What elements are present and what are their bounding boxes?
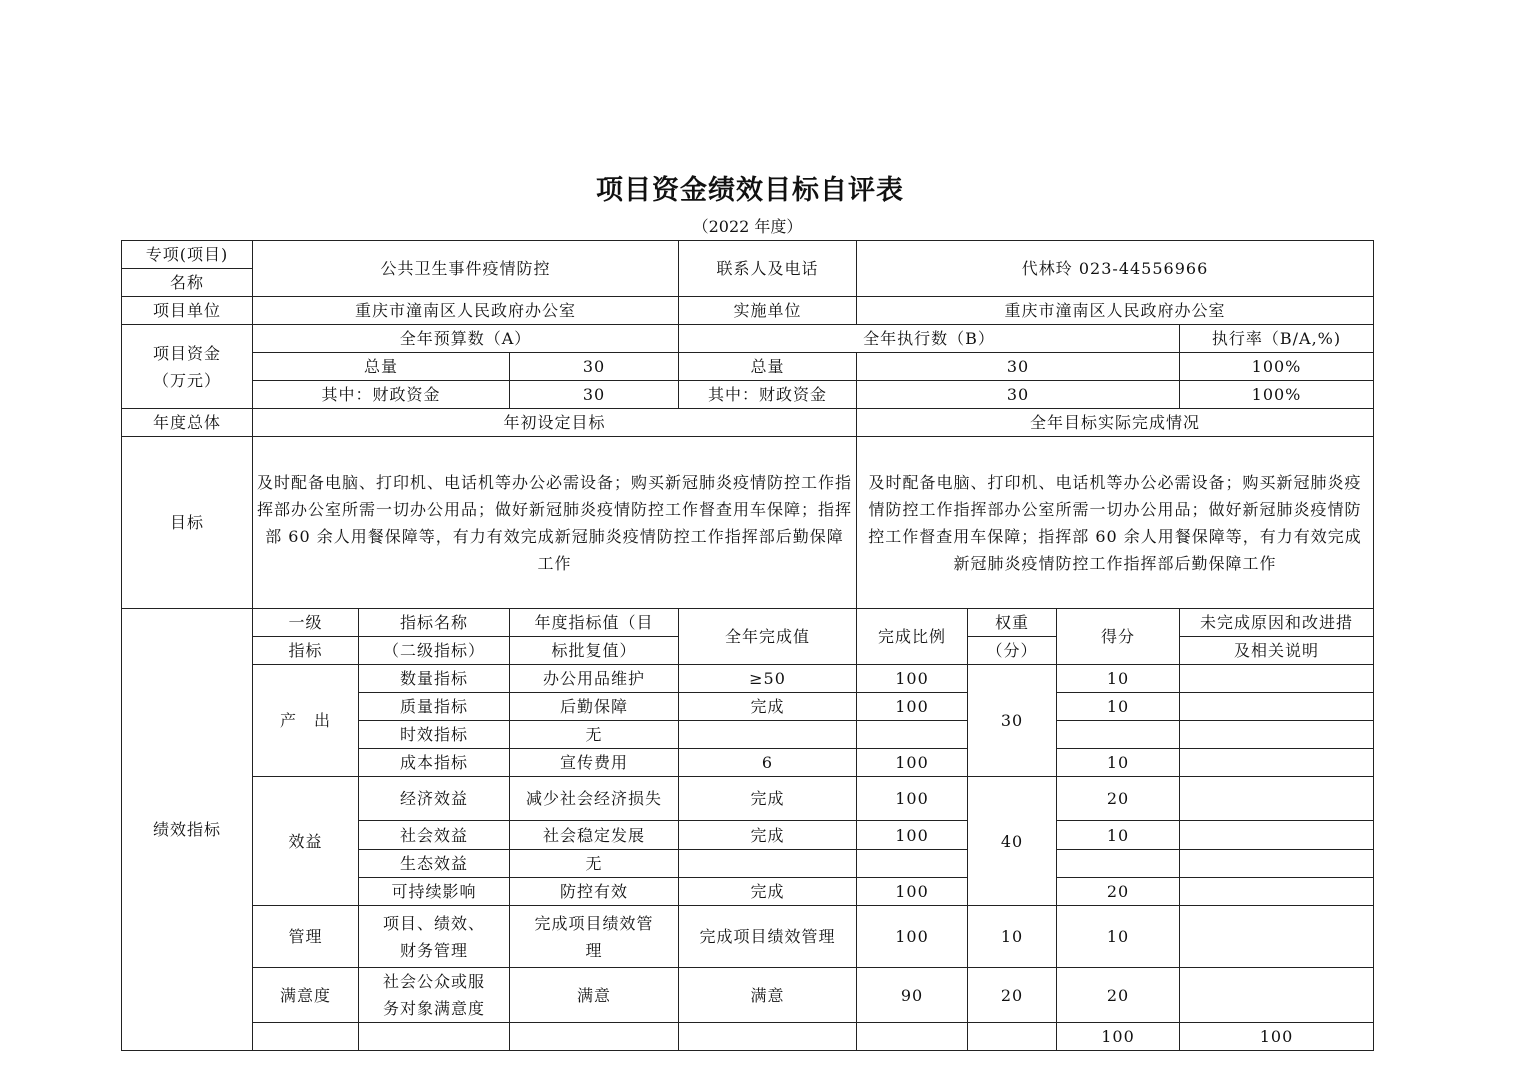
sat-weight: 20: [968, 968, 1057, 1023]
indicator-ratio: 100: [857, 665, 968, 693]
goal-label: 目标: [122, 437, 253, 609]
indicator-reason: [1180, 665, 1374, 693]
fiscal-rate: 100%: [1180, 381, 1374, 409]
h-target-b: 标批复值）: [510, 637, 679, 665]
output-weight: 30: [968, 665, 1057, 777]
mgmt-ratio: 100: [857, 906, 968, 968]
indicator-target: 防控有效: [510, 878, 679, 906]
contact-label: 联系人及电话: [679, 241, 857, 297]
h-score: 得分: [1057, 609, 1180, 665]
indicator-name: 质量指标: [359, 693, 510, 721]
sat-label: 满意度: [253, 968, 359, 1023]
sat-reason: [1180, 968, 1374, 1023]
indicator-done: 完成: [679, 693, 857, 721]
perf-section-label: 绩效指标: [122, 609, 253, 1051]
indicator-target: 减少社会经济损失: [510, 777, 679, 821]
unit-value: 重庆市潼南区人民政府办公室: [253, 297, 679, 325]
mgmt-target-line2: 理: [585, 940, 603, 960]
mgmt-done: 完成项目绩效管理: [679, 906, 857, 968]
impl-label: 实施单位: [679, 297, 857, 325]
indicator-reason: [1180, 749, 1374, 777]
indicator-reason: [1180, 878, 1374, 906]
total-rate: 100%: [1180, 353, 1374, 381]
h-done: 全年完成值: [679, 609, 857, 665]
indicator-reason: [1180, 721, 1374, 749]
h-name-a: 指标名称: [359, 609, 510, 637]
mgmt-name-line2: 财务管理: [399, 940, 468, 960]
h-reason-a: 未完成原因和改进措: [1180, 609, 1374, 637]
total-label-b: 总量: [679, 353, 857, 381]
indicator-score: 10: [1057, 749, 1180, 777]
page-subtitle: （2022 年度）: [692, 217, 803, 236]
indicator-done: ≥50: [679, 665, 857, 693]
fund-label-line2: （万元）: [152, 370, 221, 390]
initial-goal-text: 及时配备电脑、打印机、电话机等办公必需设备；购买新冠肺炎疫情防控工作指挥部办公室所需一切办公用品；做好新冠肺炎疫情防控工作督查用车保障；指挥部 60 余人用餐保障等，有力有效完成新冠肺炎疫情防控工作指挥部后勤保障工作: [253, 437, 857, 609]
indicator-target: 办公用品维护: [510, 665, 679, 693]
unit-label: 项目单位: [122, 297, 253, 325]
benefit-label: 效益: [253, 777, 359, 906]
indicator-ratio: 100: [857, 821, 968, 850]
indicator-ratio: 100: [857, 749, 968, 777]
sat-done: 满意: [679, 968, 857, 1023]
indicator-score: 20: [1057, 878, 1180, 906]
indicator-done: 6: [679, 749, 857, 777]
total-empty: [359, 1023, 510, 1051]
rate-header: 执行率（B/A,%): [1180, 325, 1374, 353]
indicator-ratio: 100: [857, 693, 968, 721]
total-empty: [968, 1023, 1057, 1051]
page-title: 项目资金绩效目标自评表: [596, 175, 904, 206]
indicator-score: [1057, 721, 1180, 749]
sat-score: 20: [1057, 968, 1180, 1023]
sat-name: [359, 968, 510, 1023]
h-weight-b: （分）: [968, 637, 1057, 665]
fiscal-label-a: 其中：财政资金: [253, 381, 510, 409]
table-row: [122, 777, 1374, 821]
indicator-name: 生态效益: [359, 850, 510, 878]
fiscal-a: 30: [510, 381, 679, 409]
total-row: [122, 1023, 1374, 1051]
indicator-target: 社会稳定发展: [510, 821, 679, 850]
indicator-target: 宣传费用: [510, 749, 679, 777]
actual-header: 全年目标实际完成情况: [857, 409, 1374, 437]
indicator-score: 10: [1057, 665, 1180, 693]
indicator-target: 后勤保障: [510, 693, 679, 721]
indicator-score: [1057, 850, 1180, 878]
indicator-target: 无: [510, 721, 679, 749]
h-level1-a: 一级: [253, 609, 359, 637]
indicator-name: 经济效益: [359, 777, 510, 821]
indicator-ratio: [857, 850, 968, 878]
indicator-name: 成本指标: [359, 749, 510, 777]
mgmt-name: [359, 906, 510, 968]
project-label-2: 名称: [122, 269, 253, 297]
mgmt-score: 10: [1057, 906, 1180, 968]
fund-label: [122, 325, 253, 409]
project-name: 公共卫生事件疫情防控: [253, 241, 679, 297]
sat-ratio: 90: [857, 968, 968, 1023]
total-empty: [679, 1023, 857, 1051]
exec-header: 全年执行数（B）: [679, 325, 1180, 353]
indicator-name: 时效指标: [359, 721, 510, 749]
contact-value: 代林玲 023-44556966: [857, 241, 1374, 297]
mgmt-target: [510, 906, 679, 968]
h-level1-b: 指标: [253, 637, 359, 665]
total-label-a: 总量: [253, 353, 510, 381]
total-a: 30: [510, 353, 679, 381]
sat-target: 满意: [510, 968, 679, 1023]
h-weight-a: 权重: [968, 609, 1057, 637]
mgmt-target-line1: 完成项目绩效管: [534, 913, 654, 933]
indicator-reason: [1180, 777, 1374, 821]
sat-name-line2: 务对象满意度: [382, 999, 485, 1018]
h-target-a: 年度指标值（目: [510, 609, 679, 637]
indicator-done: 完成: [679, 878, 857, 906]
indicator-score: 10: [1057, 821, 1180, 850]
output-label: 产 出: [253, 665, 359, 777]
actual-goal-text: 及时配备电脑、打印机、电话机等办公必需设备；购买新冠肺炎疫情防控工作指挥部办公室所需一切办公用品；做好新冠肺炎疫情防控工作督查用车保障；指挥部 60 余人用餐保障等，有力有效完成新冠肺炎疫情防控工作指挥部后勤保障工作: [857, 437, 1374, 609]
table-row: [122, 906, 1374, 968]
mgmt-name-line1: 项目、绩效、: [382, 913, 485, 933]
table-row: [122, 968, 1374, 1023]
mgmt-weight: 10: [968, 906, 1057, 968]
fiscal-b: 30: [857, 381, 1180, 409]
h-name-b: （二级指标）: [359, 637, 510, 665]
indicator-target: 无: [510, 850, 679, 878]
sat-name-line1: 社会公众或服: [382, 972, 485, 991]
indicator-done: [679, 850, 857, 878]
indicator-name: 社会效益: [359, 821, 510, 850]
mgmt-label: 管理: [253, 906, 359, 968]
indicator-score: 20: [1057, 777, 1180, 821]
benefit-weight: 40: [968, 777, 1057, 906]
impl-value: 重庆市潼南区人民政府办公室: [857, 297, 1374, 325]
budget-header: 全年预算数（A）: [253, 325, 679, 353]
indicator-reason: [1180, 693, 1374, 721]
h-reason-b: 及相关说明: [1180, 637, 1374, 665]
indicator-score: 10: [1057, 693, 1180, 721]
indicator-done: 完成: [679, 821, 857, 850]
total-empty: [253, 1023, 359, 1051]
mgmt-reason: [1180, 906, 1374, 968]
total-empty: [857, 1023, 968, 1051]
indicator-ratio: [857, 721, 968, 749]
indicator-reason: [1180, 850, 1374, 878]
fund-label-line1: 项目资金: [152, 343, 221, 363]
indicator-ratio: 100: [857, 878, 968, 906]
total-score: 100: [1180, 1023, 1374, 1051]
total-empty: [510, 1023, 679, 1051]
indicator-done: [679, 721, 857, 749]
initial-goal-header: 年初设定目标: [253, 409, 857, 437]
indicator-ratio: 100: [857, 777, 968, 821]
indicator-done: 完成: [679, 777, 857, 821]
indicator-name: 可持续影响: [359, 878, 510, 906]
project-label: 专项(项目): [122, 241, 253, 269]
fiscal-label-b: 其中：财政资金: [679, 381, 857, 409]
table-row: [122, 665, 1374, 693]
indicator-reason: [1180, 821, 1374, 850]
h-ratio: 完成比例: [857, 609, 968, 665]
evaluation-table: [121, 240, 1374, 1051]
annual-label: 年度总体: [122, 409, 253, 437]
total-b: 30: [857, 353, 1180, 381]
indicator-name: 数量指标: [359, 665, 510, 693]
total-weight: 100: [1057, 1023, 1180, 1051]
